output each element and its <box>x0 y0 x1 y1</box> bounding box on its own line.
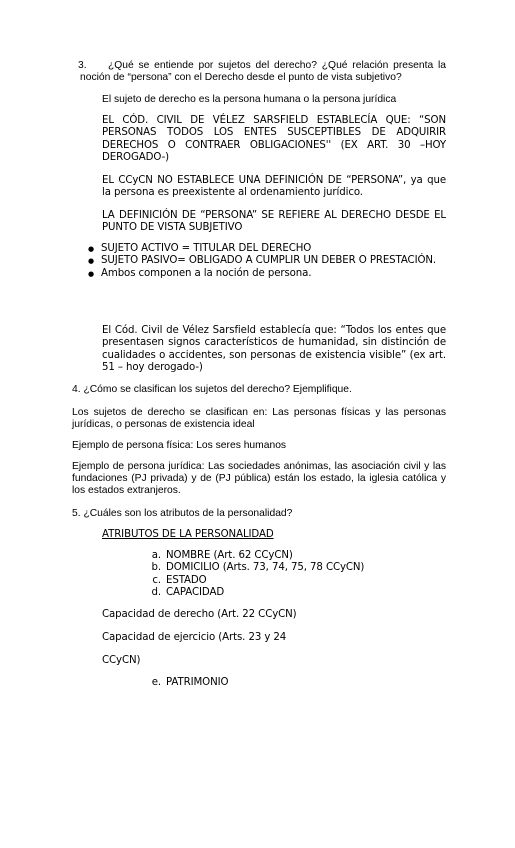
atributo-item: b. DOMICILIO (Arts. 73, 74, 75, 78 CCyCN) <box>151 562 365 574</box>
paragraph-sujeto: El sujeto de derecho es la persona humana o la persona jurídica <box>102 94 397 105</box>
bullet-item: ● SUJETO PASIVO= OBLIGADO A CUMPLIR UN DEBER O PRESTACIÓN. <box>88 255 446 267</box>
paragraph-capacidad-ejercicio: Capacidad de ejercicio (Arts. 23 y 24 <box>102 632 287 643</box>
paragraph-persona-juridica: Ejemplo de persona jurídica: Las sociedades anónimas, las asociación civil y las fundaciones (PJ privada) y de (PJ pública) están los estado, la iglesia católica y los estados extranjeros. <box>72 461 446 496</box>
question-3-line1: ¿Qué se entiende por sujetos del derecho? ¿Qué relación presenta la <box>108 60 446 71</box>
bullet-list-sujetos <box>88 243 446 280</box>
paragraph-ccycn: EL CCyCN NO ESTABLECE UNA DEFINICIÓN DE “PERSONA”, ya que la persona es preexistente al ordenamiento jurídico. <box>102 175 446 199</box>
question-4: 4. ¿Cómo se clasifican los sujetos del derecho? Ejemplifique. <box>72 384 352 395</box>
bullet-item: ● Ambos componen a la noción de persona. <box>88 268 446 280</box>
atributo-item: a. NOMBRE (Art. 62 CCyCN) <box>151 550 293 561</box>
question-3-number: 3. <box>78 60 87 71</box>
atributo-item: d. CAPACIDAD <box>151 587 225 599</box>
paragraph-capacidad-ejercicio-cont: CCyCN) <box>102 655 141 666</box>
paragraph-velez-codigo: EL CÓD. CIVIL DE VÉLEZ SARSFIELD ESTABLECÍA QUE: “SON PERSONAS TODOS LOS ENTES SUSCEPTIBLES DE ADQUIRIR DERECHOS O CONTRAER OBLIGACIONES'' (EX ART. 30 –HOY DEROGADO-) <box>102 115 446 164</box>
paragraph-capacidad-derecho: Capacidad de derecho (Art. 22 CCyCN) <box>102 609 297 620</box>
atributos-list-cont <box>146 677 228 689</box>
paragraph-definicion: LA DEFINICIÓN DE “PERSONA” SE REFIERE AL DERECHO DESDE EL PUNTO DE VISTA SUBJETIVO <box>102 210 446 234</box>
question-3 <box>78 60 446 84</box>
paragraph-persona-fisica: Ejemplo de persona física: Los seres humanos <box>72 440 287 451</box>
paragraph-velez-art51: El Cód. Civil de Vélez Sarsfield establecía que: “Todos los entes que presentasen signos característicos de humanidad, sin distinción de cualidades o accidentes, son personas de existencia visible” (ex art. 51 – hoy derogado-) <box>102 325 446 374</box>
bullet-item: ● SUJETO ACTIVO = TITULAR DEL DERECHO <box>88 243 446 255</box>
atributos-title: ATRIBUTOS DE LA PERSONALIDAD <box>102 529 274 540</box>
atributos-list <box>146 550 364 600</box>
question-5: 5. ¿Cuáles son los atributos de la personalidad? <box>72 508 293 519</box>
paragraph-clasifican: Los sujetos de derecho se clasifican en: Las personas físicas y las personas jurídicas, o personas de existencia ideal <box>72 407 446 430</box>
question-3-line2: noción de “persona” con el Derecho desde el punto de vista subjetivo? <box>80 72 402 83</box>
atributo-item: c. ESTADO <box>152 574 207 586</box>
atributo-item: e. PATRIMONIO <box>151 677 229 688</box>
